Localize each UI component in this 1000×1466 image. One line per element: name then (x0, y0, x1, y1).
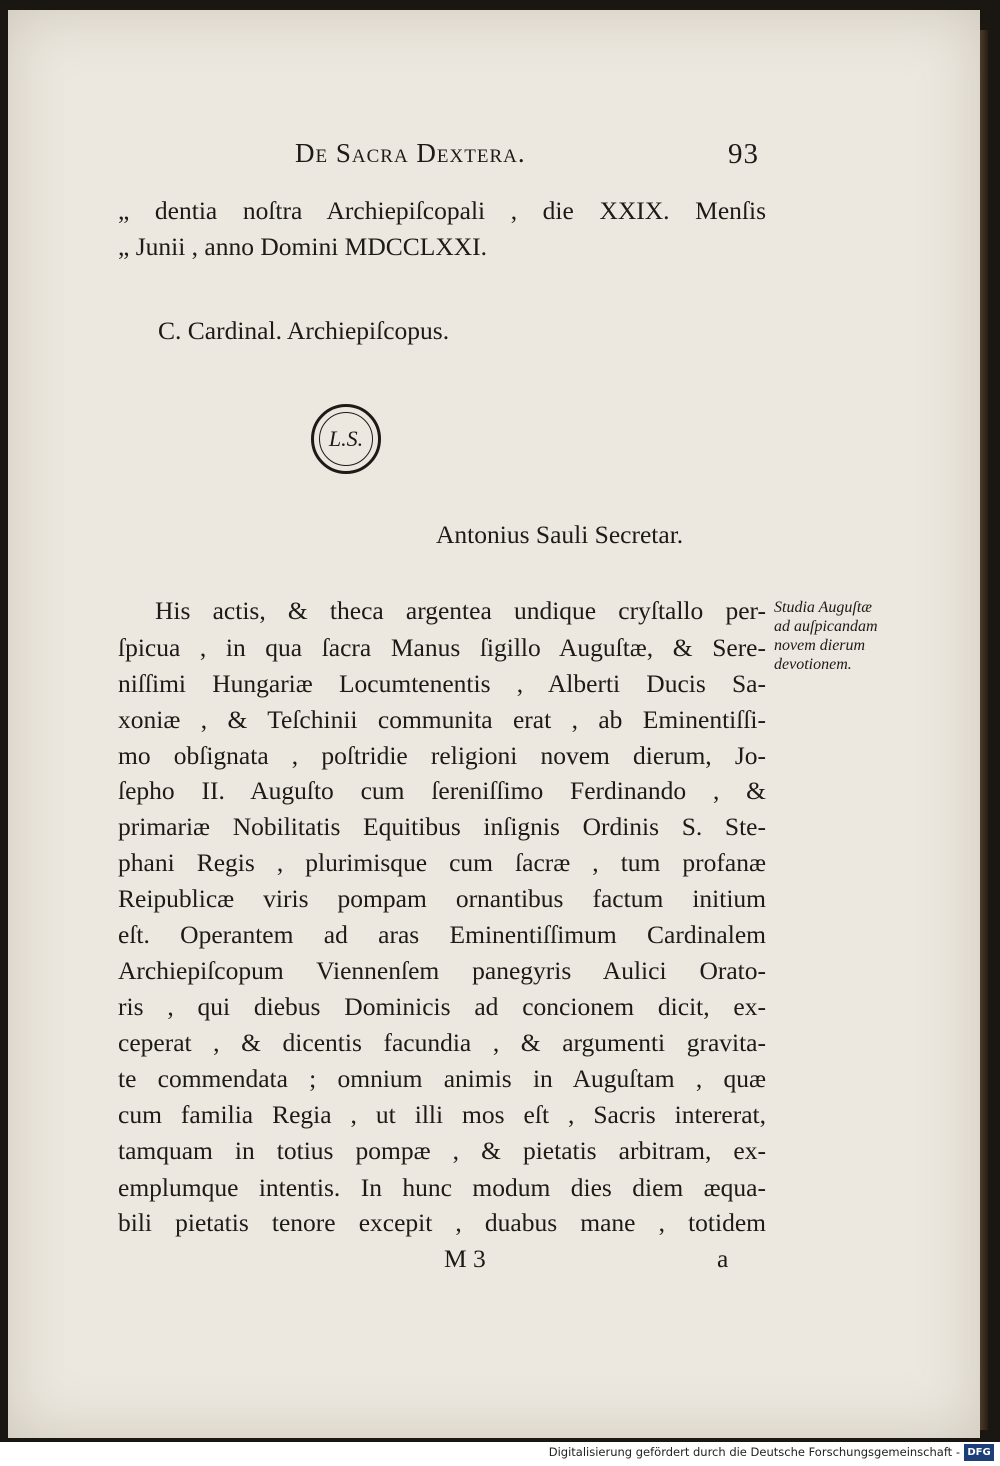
page-number: 93 (728, 138, 759, 170)
dfg-logo: DFG (964, 1444, 994, 1461)
text-line: phani Regis , plurimisque cum ſacræ , tum profanæ (118, 848, 766, 877)
signature-mark: M 3 (444, 1244, 486, 1273)
page-edge (980, 30, 988, 1430)
margin-note-line: ad auſpicandam (774, 618, 878, 635)
text-line: niſſimi Hungariæ Locumtenentis , Alberti Ducis Sa- (118, 669, 766, 698)
text-line: primariæ Nobilitatis Equitibus inſignis Ordinis S. Ste- (118, 812, 766, 841)
text-line: ceperat , & dicentis facundia , & argumenti gravita- (118, 1028, 766, 1057)
text-line: „ dentia noſtra Archiepiſcopali , die XXIX. Menſis (118, 196, 766, 225)
text-line: Archiepiſcopum Viennenſem panegyris Aulici Orato- (118, 956, 766, 985)
text-line: „ Junii , anno Domini MDCCLXXI. (118, 232, 488, 261)
footer-credit: Digitalisierung gefördert durch die Deutsche Forschungsgemeinschaft - (548, 1445, 960, 1459)
catchword: a (717, 1244, 729, 1273)
margin-note-line: Studia Auguſtæ (774, 599, 872, 616)
running-head-title: De Sacra Dextera. (295, 138, 526, 168)
text-line: emplumque intentis. In hunc modum dies diem æqua- (118, 1173, 766, 1202)
text-line: Reipublicæ viris pompam ornantibus factum initium (118, 884, 766, 913)
text-line: cum familia Regia , ut illi mos eſt , Sacris intererat, (118, 1100, 766, 1129)
running-head (295, 138, 765, 172)
text-line: ſpicua , in qua ſacra Manus ſigillo Auguſtæ, & Sere- (118, 633, 766, 662)
text-line: mo obſignata , poſtridie religioni novem dierum, Jo- (118, 741, 766, 770)
text-line: eſt. Operantem ad aras Eminentiſſimum Cardinalem (118, 920, 766, 949)
margin-note (774, 598, 934, 674)
margin-note-line: devotionem. (774, 656, 852, 673)
text-line: ſepho II. Auguſto cum ſereniſſimo Ferdinando , & (118, 776, 766, 805)
footer-bar (0, 1442, 1000, 1466)
text-line: te commendata ; omnium animis in Auguſtam , quæ (118, 1064, 766, 1093)
signatory: C. Cardinal. Archiepiſcopus. (158, 316, 450, 345)
text-line: tamquam in totius pompæ , & pietatis arbitram, ex- (118, 1136, 766, 1165)
text-line: xoniæ , & Teſchinii communita erat , ab Eminentiſſi- (118, 705, 766, 734)
margin-note-line: novem dierum (774, 637, 866, 654)
text-line: bili pietatis tenore excepit , duabus mane , totidem (118, 1208, 766, 1237)
text-line: His actis, & theca argentea undique cryſtallo per- (155, 596, 766, 625)
secretary-signature: Antonius Sauli Secretar. (436, 520, 684, 549)
text-line: ris , qui diebus Dominicis ad concionem dicit, ex- (118, 992, 766, 1021)
seal-text: L.S. (319, 412, 373, 466)
seal-stamp (311, 404, 381, 474)
